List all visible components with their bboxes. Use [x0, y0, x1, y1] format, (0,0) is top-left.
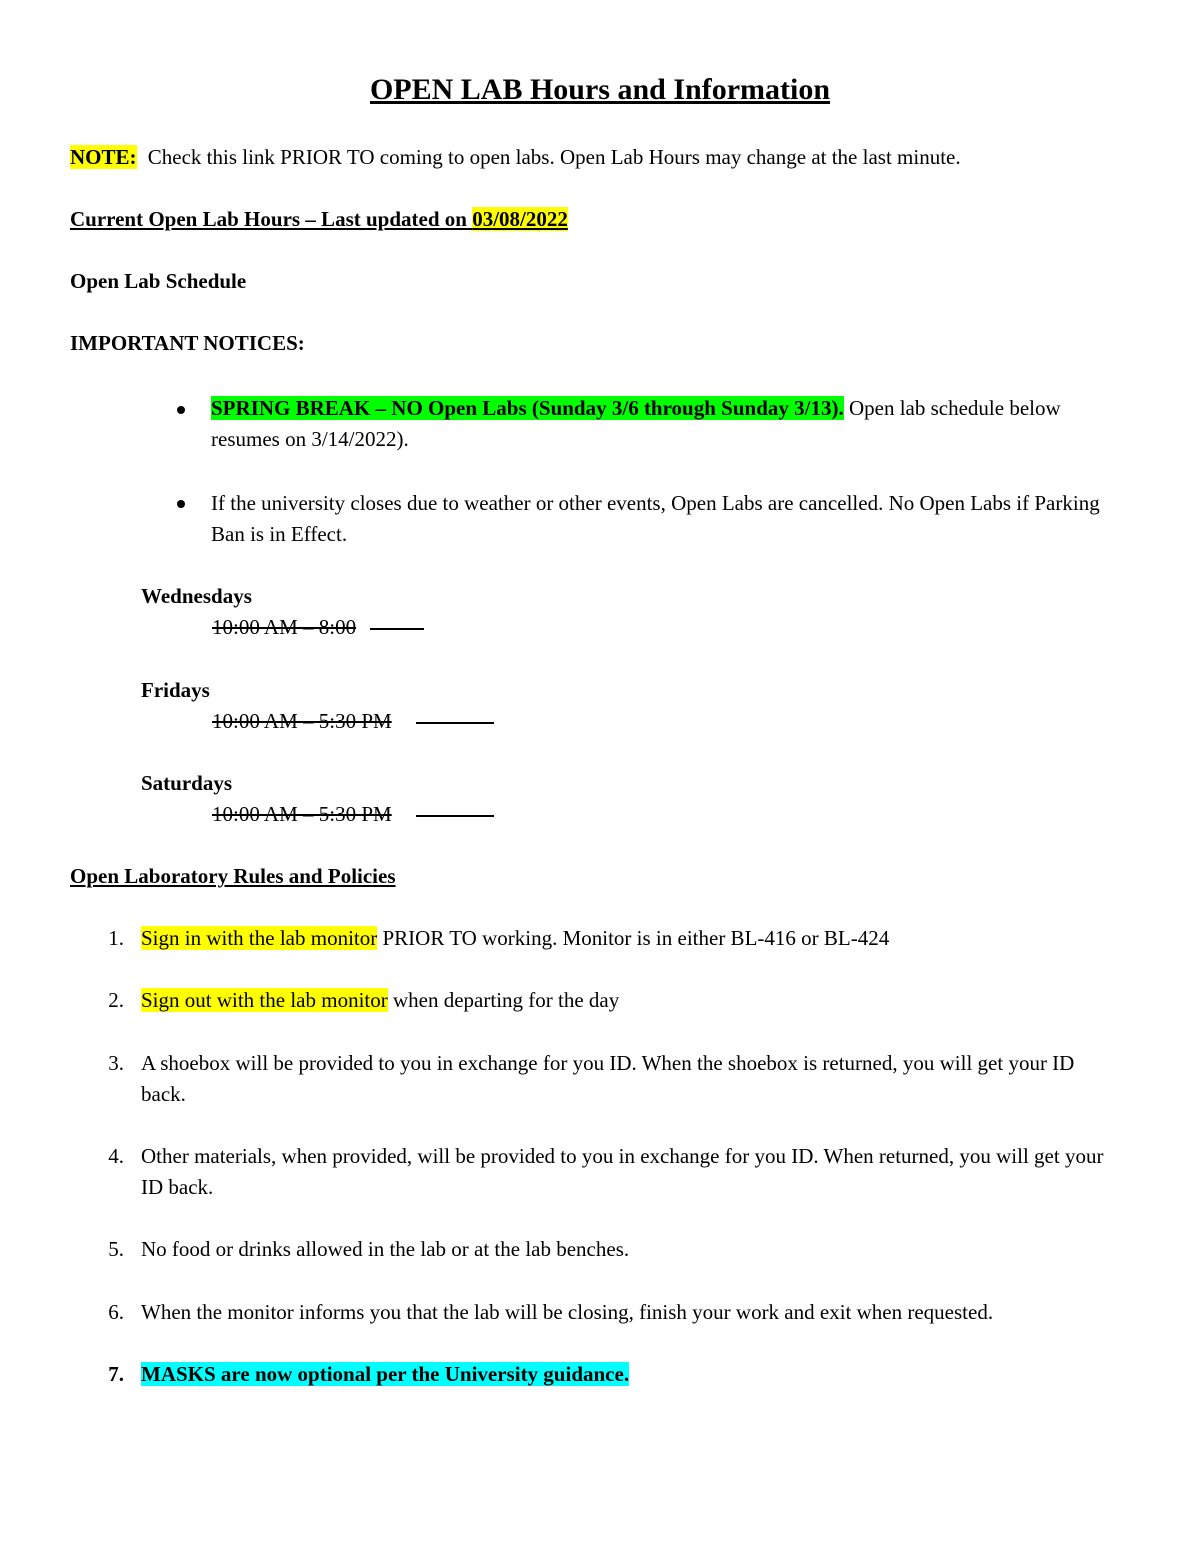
rule-number: 4. — [108, 1144, 124, 1168]
strike-line — [416, 722, 494, 724]
current-hours-label: Current Open Lab Hours – Last updated on — [70, 207, 473, 231]
rule-text: A shoebox will be provided to you in exchange for you ID. When the shoebox is returned, you will get your ID back. — [141, 1051, 1075, 1106]
strike-line — [370, 628, 424, 630]
bullet-icon — [177, 406, 185, 414]
day-saturdays: Saturdays — [141, 771, 233, 795]
rule-number: 1. — [108, 926, 124, 950]
notices-heading: IMPORTANT NOTICES: — [70, 331, 305, 355]
rule-text: PRIOR TO working. Monitor is in either BL-416 or BL-424 — [377, 926, 890, 950]
day-fridays: Fridays — [141, 678, 210, 702]
strike-line — [416, 815, 494, 817]
rule-text: No food or drinks allowed in the lab or at the lab benches. — [141, 1237, 630, 1261]
rule-text: When the monitor informs you that the lab will be closing, finish your work and exit when requested. — [141, 1300, 994, 1324]
rule-item — [141, 1297, 1121, 1328]
rule-number: 3. — [108, 1051, 124, 1075]
notice-text: Open lab schedule below resumes on 3/14/2022). — [211, 396, 1061, 451]
bullet-icon — [177, 500, 185, 508]
rule-item — [141, 1048, 1121, 1110]
rule-item — [141, 1141, 1121, 1203]
rules-heading: Open Laboratory Rules and Policies — [70, 864, 396, 888]
rule-number: 7. — [108, 1362, 124, 1386]
note-label: NOTE: — [70, 145, 137, 169]
rule-item-masks — [141, 1359, 1121, 1390]
rule-number: 6. — [108, 1300, 124, 1324]
current-hours-heading — [70, 204, 568, 235]
rule-text: Other materials, when provided, will be provided to you in exchange for you ID. When returned, you will get your ID back. — [141, 1144, 1104, 1199]
time-saturdays: 10:00 AM – 5:30 PM — [212, 802, 392, 826]
rule-item — [141, 1234, 1121, 1265]
schedule-heading: Open Lab Schedule — [70, 269, 247, 293]
rule-highlight: Sign in with the lab monitor — [141, 926, 378, 950]
rule-item — [141, 923, 1121, 954]
rule-number: 5. — [108, 1237, 124, 1261]
rule-highlight: MASKS are now optional per the University guidance. — [141, 1362, 630, 1386]
notice-item-closures — [211, 488, 1116, 550]
time-fridays: 10:00 AM – 5:30 PM — [212, 709, 392, 733]
note-line — [70, 142, 961, 173]
notice-text: If the university closes due to weather or other events, Open Labs are cancelled. No Open Labs if Parking Ban is in Effect. — [211, 491, 1100, 546]
rule-number: 2. — [108, 988, 124, 1012]
notice-highlight: SPRING BREAK – NO Open Labs (Sunday 3/6 through Sunday 3/13). — [211, 396, 844, 420]
rule-text: when departing for the day — [387, 988, 620, 1012]
note-text: Check this link PRIOR TO coming to open labs. Open Lab Hours may change at the last minute. — [147, 145, 961, 169]
rule-highlight: Sign out with the lab monitor — [141, 988, 388, 1012]
page-title: OPEN LAB Hours and Information — [369, 73, 831, 106]
time-wednesdays: 10:00 AM – 8:00 — [212, 615, 357, 639]
notice-item-spring-break — [211, 393, 1116, 455]
day-wednesdays: Wednesdays — [141, 584, 252, 608]
rule-item — [141, 985, 1121, 1016]
last-updated-date: 03/08/2022 — [472, 207, 568, 231]
